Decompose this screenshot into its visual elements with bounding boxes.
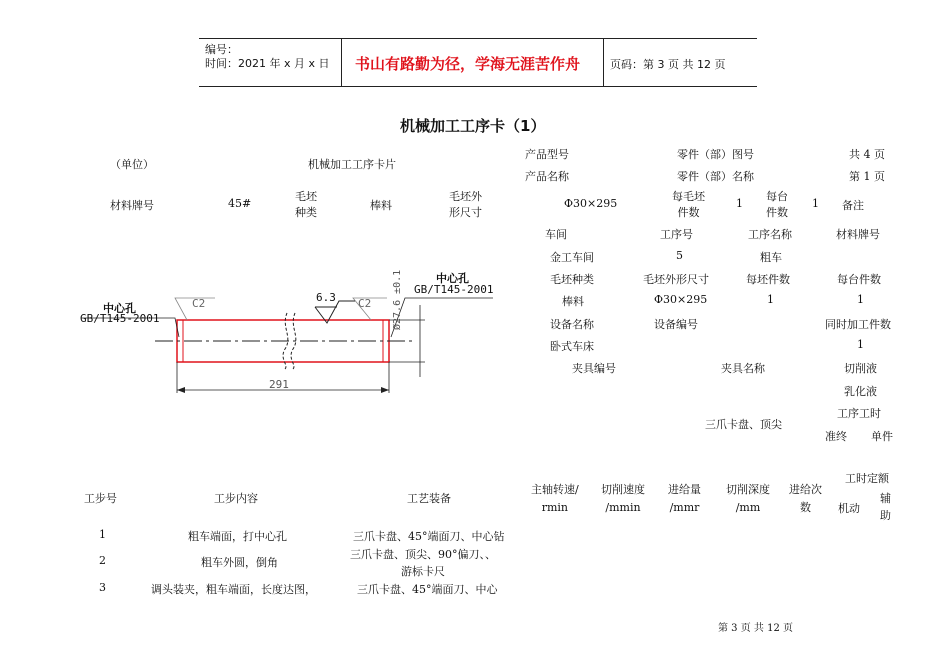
motto: 书山有路勤为径，学海无涯苦作舟 [355, 55, 581, 73]
center-hole-right: 中心孔 [436, 272, 469, 285]
header-machine-time: 机动 [838, 502, 860, 515]
std-left: GB/T145-2001 [80, 312, 160, 325]
equip-name-value: 卧式车床 [550, 340, 594, 353]
workshop-value: 金工车间 [550, 251, 594, 264]
per-machine-label: 每台 件数 [766, 190, 788, 219]
shaft-drawing [75, 265, 595, 405]
chamfer-left: C2 [192, 297, 206, 310]
header-step-no: 工步号 [84, 492, 117, 505]
row-equipment: 三爪卡盘、45°端面刀、中心钻 [353, 530, 505, 543]
per-blank-label: 每毛坯 件数 [672, 190, 705, 219]
per-blank-value2: 1 [767, 293, 774, 306]
material-grade-label: 材料牌号 [110, 199, 154, 212]
row-step-no: 2 [99, 554, 106, 567]
process-time-label: 工序工时 [837, 407, 881, 420]
std-right: GB/T145-2001 [414, 283, 494, 296]
blank-size: Φ30×295 [564, 197, 618, 210]
unit-label: （单位） [110, 158, 154, 171]
material-grade: 45# [228, 197, 252, 210]
coolant-label: 切削液 [844, 362, 877, 375]
process-no-label: 工序号 [660, 228, 693, 241]
row-step-no: 1 [99, 528, 106, 541]
blank-size-label2: 毛坯外形尺寸 [643, 273, 709, 286]
center-hole-left: 中心孔 [103, 302, 136, 315]
blank-type-label2: 毛坯种类 [550, 273, 594, 286]
blank-type: 棒料 [370, 199, 392, 212]
header-depth: 切削深度 /mm [726, 483, 770, 514]
equip-no-label: 设备编号 [654, 318, 698, 331]
simul-label: 同时加工件数 [825, 318, 891, 331]
process-name-label: 工序名称 [748, 228, 792, 241]
part-drawing-label: 零件（部）图号 [677, 148, 754, 161]
diameter-dimension: Ø27.6 ±0.1 [392, 269, 403, 330]
process-name-value: 粗车 [760, 251, 782, 264]
equip-name-label: 设备名称 [550, 318, 594, 331]
prep-time-label: 准终 [825, 430, 847, 443]
fixture-name-value: 三爪卡盘、顶尖 [705, 418, 782, 431]
row-equipment: 三爪卡盘、顶尖、90°偏刀、、 游标卡尺 [350, 548, 496, 578]
row-step-no: 3 [99, 581, 106, 594]
header-feed: 进给量 /mmr [668, 483, 701, 514]
header-passes: 进给次 数 [789, 483, 822, 514]
fixture-name-label: 夹具名称 [721, 362, 765, 375]
part-name-label: 零件（部）名称 [677, 170, 754, 183]
per-machine: 1 [812, 197, 819, 210]
remark-label: 备注 [842, 199, 864, 212]
header-aux-time: 辅 助 [880, 492, 891, 522]
per-machine-value2: 1 [857, 293, 864, 306]
document-title: 机械加工工序卡（1） [400, 117, 546, 135]
total-pages: 共 4 页 [849, 148, 885, 161]
length-dimension: 291 [269, 378, 289, 391]
per-blank: 1 [736, 197, 743, 210]
row-content: 粗车端面，打中心孔 [188, 530, 287, 543]
footer-page: 第 3 页 共 12 页 [718, 623, 793, 634]
time-label: 时间：2021 年 x 月 x 日 [205, 57, 330, 70]
workshop-label: 车间 [545, 228, 567, 241]
row-content: 调头装夹，粗车端面，长度达图， [151, 583, 316, 596]
coolant-value: 乳化液 [844, 385, 877, 398]
material-label: 材料牌号 [836, 228, 880, 241]
header-spindle: 主轴转速/ rmin [531, 483, 579, 514]
header-content: 工步内容 [214, 492, 258, 505]
roughness-value: 6.3 [316, 291, 336, 304]
header-equipment: 工艺装备 [407, 492, 451, 505]
page-info: 页码：第 3 页 共 12 页 [610, 58, 726, 71]
blank-type-label: 毛坯 种类 [295, 190, 317, 219]
header-time-quota: 工时定额 [845, 472, 889, 485]
process-no-value: 5 [676, 249, 683, 262]
fixture-no-label: 夹具编号 [572, 362, 616, 375]
blank-size-value2: Φ30×295 [654, 293, 708, 306]
chamfer-right: C2 [358, 297, 372, 310]
blank-type-value2: 棒料 [562, 295, 584, 308]
product-model-label: 产品型号 [525, 148, 569, 161]
blank-size-label: 毛坯外 形尺寸 [449, 190, 482, 219]
unit-time-label: 单件 [871, 430, 893, 443]
page-number: 第 1 页 [849, 170, 885, 183]
number-label: 编号： [205, 43, 238, 56]
row-content: 粗车外圆，倒角 [201, 556, 278, 569]
per-blank-label2: 每坯件数 [746, 273, 790, 286]
card-name: 机械加工工序卡片 [308, 158, 396, 171]
row-equipment: 三爪卡盘、45°端面刀、中心 [357, 583, 498, 596]
per-machine-label2: 每台件数 [837, 273, 881, 286]
simul-value: 1 [857, 338, 864, 351]
header-speed: 切削速度 /mmin [601, 483, 645, 514]
product-name-label: 产品名称 [525, 170, 569, 183]
